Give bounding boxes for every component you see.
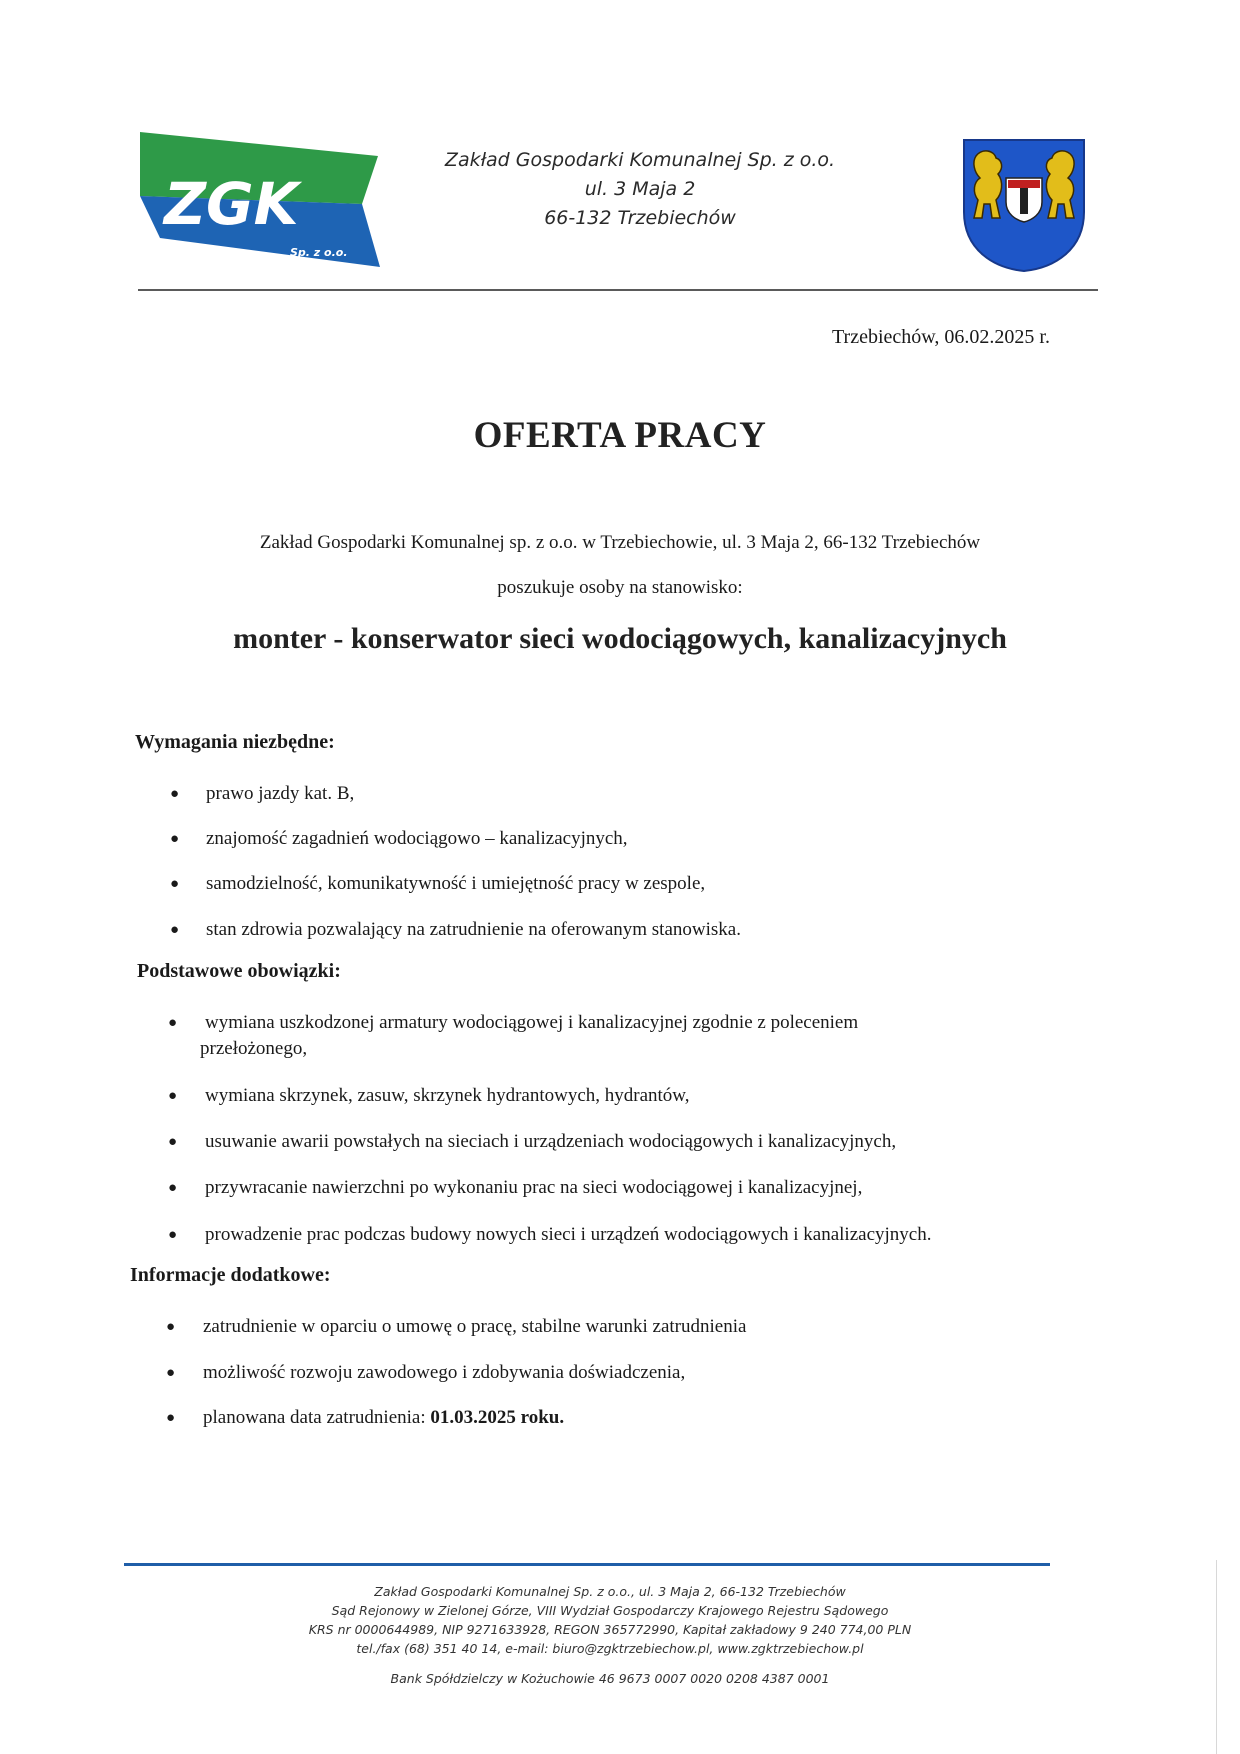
bullet-icon: ● [168,1015,178,1031]
bullet-icon: ● [168,1088,178,1104]
footer-bank: Bank Spółdzielczy w Kożuchowie 46 9673 0007 0020 0208 4387 0001 [390,1671,830,1686]
duty-item: usuwanie awarii powstałych na sieciach i urządzeniach wodociągowych i kanalizacyjnych, [205,1131,897,1152]
company-city: 66-132 Trzebiechów [544,207,736,229]
document-date: Trzebiechów, 06.02.2025 r. [832,326,1050,348]
duty-item: przywracanie nawierzchni po wykonaniu prac na sieci wodociągowej i kanalizacyjnej, [205,1177,863,1198]
additional-item: zatrudnienie w oparciu o umowę o pracę, stabilne warunki zatrudnienia [203,1316,747,1337]
bullet-icon: ● [170,831,180,847]
bullet-icon: ● [170,876,180,892]
duty-item-continuation: przełożonego, [200,1038,308,1059]
intro-line-2: poszukuje osoby na stanowisko: [497,577,743,598]
additional-heading: Informacje dodatkowe: [130,1264,331,1286]
requirement-item: znajomość zagadnień wodociągowo – kanalizacyjnych, [206,828,628,849]
footer-divider [124,1563,1050,1566]
bullet-icon: ● [170,786,180,802]
company-name: Zakład Gospodarki Komunalnej Sp. z o.o. [444,149,836,171]
requirements-heading: Wymagania niezbędne: [135,731,335,753]
scan-artifact-line [1216,1560,1217,1754]
bullet-icon: ● [170,922,180,938]
coat-of-arms-icon [962,138,1086,272]
header-divider [138,289,1098,291]
requirement-item: samodzielność, komunikatywność i umiejętność pracy w zespole, [206,873,706,894]
requirement-item: stan zdrowia pozwalający na zatrudnienie na oferowanym stanowiska. [206,919,741,940]
document-title: OFERTA PRACY [473,415,767,456]
logo-text: ZGK [164,170,299,238]
footer-court: Sąd Rejonowy w Zielonej Górze, VIII Wydział Gospodarczy Krajowego Rejestru Sądowego [331,1603,889,1618]
company-address-block [400,146,880,233]
footer-block [170,1582,1050,1688]
logo-subtext: Sp. z o.o. [290,246,348,259]
hire-date-label: planowana data zatrudnienia: [203,1407,426,1428]
position-title: monter - konserwator sieci wodociągowych, kanalizacyjnych [233,622,1007,655]
duty-item: wymiana uszkodzonej armatury wodociągowej i kanalizacyjnej zgodnie z poleceniem [205,1012,859,1033]
hire-date-value: 01.03.2025 roku. [430,1407,565,1428]
footer-registration: KRS nr 0000644989, NIP 9271633928, REGON 365772990, Kapitał zakładowy 9 240 774,00 PLN [308,1622,912,1637]
footer-address: Zakład Gospodarki Komunalnej Sp. z o.o., ul. 3 Maja 2, 66-132 Trzebiechów [374,1584,846,1599]
footer-contact: tel./fax (68) 351 40 14, e-mail: biuro@zgktrzebiechow.pl, www.zgktrzebiechow.pl [356,1641,864,1656]
zgk-logo [140,132,380,272]
requirement-item: prawo jazdy kat. B, [206,783,355,804]
duties-heading: Podstawowe obowiązki: [137,960,341,982]
additional-item [203,1406,564,1430]
company-street: ul. 3 Maja 2 [584,178,696,200]
bullet-icon: ● [166,1410,176,1426]
bullet-icon: ● [166,1319,176,1335]
additional-item: możliwość rozwoju zawodowego i zdobywania doświadczenia, [203,1362,686,1383]
bullet-icon: ● [168,1180,178,1196]
bullet-icon: ● [168,1227,178,1243]
bullet-icon: ● [168,1134,178,1150]
duty-item: wymiana skrzynek, zasuw, skrzynek hydrantowych, hydrantów, [205,1085,690,1106]
duty-item: prowadzenie prac podczas budowy nowych sieci i urządzeń wodociągowych i kanalizacyjnych. [205,1224,932,1245]
intro-line-1: Zakład Gospodarki Komunalnej sp. z o.o. w Trzebiechowie, ul. 3 Maja 2, 66-132 Trzebiechów [259,532,981,553]
bullet-icon: ● [166,1365,176,1381]
